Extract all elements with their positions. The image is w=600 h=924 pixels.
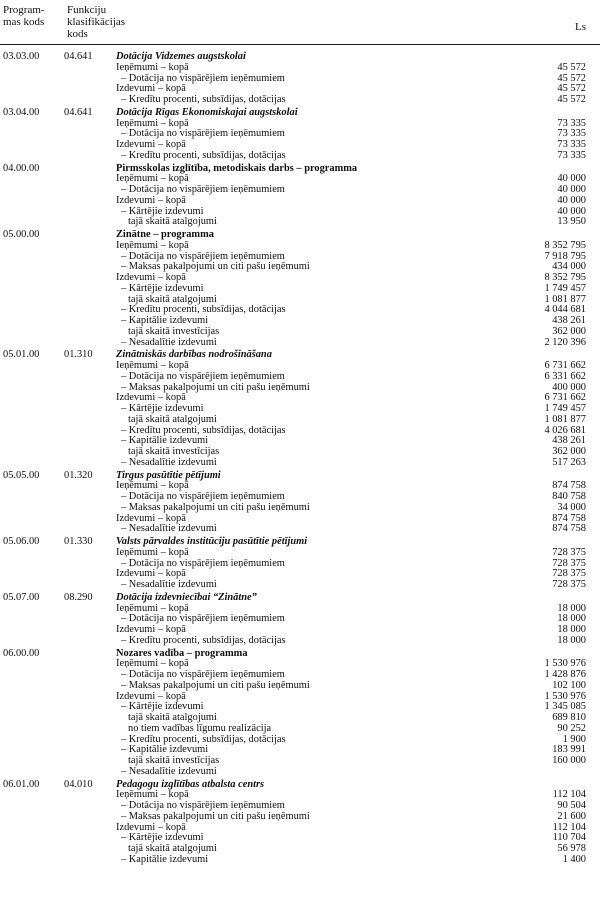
line-item-amount: 6 731 662 [544, 360, 586, 371]
line-item-amount: 73 335 [557, 149, 586, 161]
line-item-label: Izdevumi – kopā [116, 194, 186, 206]
line-item-amount: 34 000 [557, 501, 586, 513]
line-item-row [0, 745, 600, 756]
program-code: 05.05.00 [3, 469, 40, 481]
line-item-row [0, 119, 600, 130]
line-item-row [0, 447, 600, 458]
line-item-label: tajā skaitā atalgojumi [128, 712, 217, 723]
line-item-amount: 102 100 [552, 679, 586, 691]
line-item-amount: 18 000 [557, 624, 586, 635]
line-item-row [0, 426, 600, 437]
line-item-label: – Kārtējie izdevumi [121, 282, 204, 294]
line-item-label: – Kārtējie izdevumi [121, 701, 204, 713]
line-item-label: – Kredītu procenti, subsīdijas, dotācijas [121, 424, 286, 436]
line-item-row [0, 692, 600, 703]
line-item-row [0, 580, 600, 591]
line-item-amount: 434 000 [552, 261, 586, 273]
line-item-label: Ieņēmumi – kopā [116, 360, 189, 371]
line-item-row [0, 415, 600, 426]
line-item-label: – Dotācija no vispārējiem ieņēmumiem [121, 250, 285, 262]
line-item-label: – Nesadalītie izdevumi [121, 456, 217, 468]
line-item-amount: 8 352 795 [544, 272, 586, 283]
line-item-row [0, 559, 600, 570]
line-item-label: – Maksas pakalpojumi un citi pašu ieņēmumi [121, 381, 310, 393]
line-item-row [0, 514, 600, 525]
line-item-amount: 160 000 [552, 755, 586, 766]
section-title: Tirgus pasūtītie pētījumi [116, 469, 221, 481]
line-item-amount: 517 263 [552, 456, 586, 468]
line-item-row [0, 790, 600, 801]
line-item-amount: 874 758 [552, 512, 586, 524]
line-item-row [0, 636, 600, 647]
line-item-row [0, 659, 600, 670]
line-item-amount: 840 758 [552, 491, 586, 502]
line-item-label: Ieņēmumi – kopā [116, 789, 189, 801]
line-item-amount: 112 104 [552, 821, 586, 833]
line-item-label: – Kapitālie izdevumi [121, 744, 209, 756]
line-item-label: – Kārtējie izdevumi [121, 403, 204, 414]
line-item-row [0, 735, 600, 746]
line-item-label: tajā skaitā atalgojumi [128, 216, 217, 228]
section-title-row [0, 108, 600, 119]
line-item-row [0, 338, 600, 349]
line-item-row [0, 481, 600, 492]
line-item-label: – Dotācija no vispārējiem ieņēmumiem [121, 128, 285, 140]
line-item-label: – Kārtējie izdevumi [121, 205, 204, 217]
line-item-row [0, 95, 600, 106]
line-item-label: Ieņēmumi – kopā [116, 173, 189, 185]
line-item-label: – Nesadalītie izdevumi [121, 523, 217, 535]
line-item-amount: 45 572 [557, 94, 586, 105]
line-item-row [0, 284, 600, 295]
line-item-label: Izdevumi – kopā [116, 624, 186, 635]
section-title: Valsts pārvaldes institūciju pasūtītie pētījumi [116, 536, 308, 547]
line-item-amount: 1 081 877 [544, 293, 586, 305]
line-item-amount: 400 000 [552, 381, 586, 393]
line-item-amount: 6 331 662 [544, 370, 586, 382]
section-title-row [0, 164, 600, 175]
line-item-label: – Kapitālie izdevumi [121, 853, 209, 865]
line-item-amount: 110 704 [552, 832, 586, 844]
line-item-label: – Kredītu procenti, subsīdijas, dotācijas [121, 634, 286, 646]
section-title-row [0, 52, 600, 63]
section-title-row [0, 780, 600, 791]
line-item-row [0, 74, 600, 85]
line-item-label: tajā skaitā investīcijas [128, 325, 220, 337]
line-item-label: – Dotācija no vispārējiem ieņēmumiem [121, 613, 285, 625]
line-item-amount: 6 731 662 [544, 392, 586, 404]
function-code: 01.310 [64, 349, 93, 361]
line-item-amount: 18 000 [557, 602, 586, 614]
line-item-amount: 40 000 [557, 173, 586, 185]
line-item-label: Izdevumi – kopā [116, 512, 186, 524]
line-item-label: Izdevumi – kopā [116, 568, 186, 580]
line-item-amount: 2 120 396 [544, 336, 586, 348]
section-title: Dotācija Rīgas Ekonomiskajai augstskolai [116, 106, 298, 118]
line-item-row [0, 383, 600, 394]
line-item-label: Izdevumi – kopā [116, 272, 186, 283]
function-code: 04.641 [64, 106, 93, 118]
line-item-label: Izdevumi – kopā [116, 392, 186, 404]
line-item-label: – Maksas pakalpojumi un citi pašu ieņēmumi [121, 810, 310, 822]
section-title-row [0, 471, 600, 482]
line-item-label: Ieņēmumi – kopā [116, 658, 189, 670]
budget-rows [0, 52, 600, 866]
table-header [0, 2, 600, 40]
line-item-row [0, 196, 600, 207]
line-item-row [0, 404, 600, 415]
line-item-label: Ieņēmumi – kopā [116, 602, 189, 614]
line-item-row [0, 702, 600, 713]
line-item-label: – Kārtējie izdevumi [121, 832, 204, 844]
line-item-amount: 362 000 [552, 446, 586, 457]
program-code: 03.04.00 [3, 106, 40, 118]
section-title-row [0, 230, 600, 241]
line-item-row [0, 823, 600, 834]
line-item-label: – Maksas pakalpojumi un citi pašu ieņēmumi [121, 679, 310, 691]
line-item-label: Ieņēmumi – kopā [116, 239, 189, 251]
line-item-amount: 18 000 [557, 613, 586, 625]
line-item-label: tajā skaitā atalgojumi [128, 413, 217, 425]
line-item-amount: 438 261 [552, 435, 586, 447]
line-item-row [0, 756, 600, 767]
function-code: 01.330 [64, 536, 93, 547]
line-item-amount: 21 600 [557, 810, 586, 822]
section-title-row [0, 593, 600, 604]
line-item-amount: 438 261 [552, 315, 586, 326]
line-item-label: – Nesadalītie izdevumi [121, 336, 217, 348]
section-title-row [0, 350, 600, 361]
line-item-row [0, 569, 600, 580]
line-item-label: – Dotācija no vispārējiem ieņēmumiem [121, 491, 285, 502]
line-item-label: – Dotācija no vispārējiem ieņēmumiem [121, 72, 285, 84]
program-code: 05.06.00 [3, 536, 40, 547]
line-item-label: tajā skaitā investīcijas [128, 755, 220, 766]
line-item-amount: 728 375 [552, 579, 586, 590]
line-item-row [0, 262, 600, 273]
function-code: 01.320 [64, 469, 93, 481]
line-item-amount: 1 530 976 [544, 690, 586, 702]
line-item-label: – Kredītu procenti, subsīdijas, dotācijas [121, 304, 286, 316]
line-item-row [0, 524, 600, 535]
line-item-amount: 73 335 [557, 128, 586, 140]
line-item-row [0, 625, 600, 636]
line-item-amount: 1 749 457 [544, 403, 586, 414]
line-item-row [0, 174, 600, 185]
line-item-row [0, 681, 600, 692]
line-item-row [0, 855, 600, 866]
line-item-label: Ieņēmumi – kopā [116, 480, 189, 492]
line-item-row [0, 548, 600, 559]
line-item-label: tajā skaitā atalgojumi [128, 293, 217, 305]
line-item-label: – Dotācija no vispārējiem ieņēmumiem [121, 370, 285, 382]
line-item-amount: 1 900 [562, 733, 586, 745]
function-code: 08.290 [64, 591, 93, 603]
line-item-label: Ieņēmumi – kopā [116, 546, 189, 558]
function-code: 04.641 [64, 51, 93, 62]
line-item-label: – Kredītu procenti, subsīdijas, dotācijas [121, 94, 286, 105]
line-item-row [0, 316, 600, 327]
line-item-row [0, 84, 600, 95]
line-item-row [0, 185, 600, 196]
line-item-row [0, 604, 600, 615]
line-item-label: – Kapitālie izdevumi [121, 315, 209, 326]
line-item-row [0, 724, 600, 735]
line-item-amount: 40 000 [557, 205, 586, 217]
line-item-row [0, 767, 600, 778]
header-function-code: Funkciju klasifikācijas kods [67, 4, 126, 40]
line-item-amount: 1 345 085 [544, 701, 586, 713]
line-item-row [0, 241, 600, 252]
line-item-amount: 13 950 [557, 216, 586, 228]
section-title: Nozares vadība – programma [116, 647, 248, 659]
line-item-row [0, 436, 600, 447]
line-item-label: Izdevumi – kopā [116, 83, 186, 95]
line-item-label: – Kapitālie izdevumi [121, 435, 209, 447]
line-item-row [0, 713, 600, 724]
line-item-amount: 40 000 [557, 194, 586, 206]
line-item-row [0, 63, 600, 74]
line-item-amount: 1 749 457 [544, 282, 586, 294]
line-item-label: – Dotācija no vispārējiem ieņēmumiem [121, 557, 285, 569]
line-item-amount: 73 335 [557, 117, 586, 129]
line-item-amount: 45 572 [557, 83, 586, 95]
line-item-row [0, 614, 600, 625]
line-item-amount: 183 991 [552, 744, 586, 756]
section-title: Dotācija izdevniecībai “Zinātne” [116, 591, 257, 603]
line-item-label: Ieņēmumi – kopā [116, 61, 189, 73]
line-item-label: no tiem vadības līgumu realizācija [128, 722, 272, 734]
line-item-row [0, 207, 600, 218]
line-item-row [0, 458, 600, 469]
line-item-amount: 4 026 681 [544, 424, 586, 436]
line-item-row [0, 503, 600, 514]
line-item-amount: 112 104 [552, 789, 586, 801]
line-item-amount: 1 400 [562, 853, 586, 865]
line-item-amount: 728 375 [552, 568, 586, 580]
line-item-label: – Dotācija no vispārējiem ieņēmumiem [121, 800, 285, 811]
program-code: 05.07.00 [3, 591, 40, 603]
header-program-code: Program- mas kods [3, 4, 45, 28]
line-item-row [0, 140, 600, 151]
program-code: 05.00.00 [3, 229, 40, 240]
program-code: 05.01.00 [3, 349, 40, 361]
line-item-amount: 73 335 [557, 139, 586, 150]
program-code: 06.00.00 [3, 647, 40, 659]
line-item-row [0, 833, 600, 844]
section-title-row [0, 649, 600, 660]
line-item-amount: 40 000 [557, 184, 586, 195]
line-item-amount: 90 504 [557, 800, 586, 811]
line-item-amount: 874 758 [552, 480, 586, 492]
header-rule [0, 44, 600, 45]
line-item-label: tajā skaitā investīcijas [128, 446, 220, 457]
line-item-row [0, 217, 600, 228]
line-item-row [0, 812, 600, 823]
line-item-row [0, 305, 600, 316]
line-item-label: – Maksas pakalpojumi un citi pašu ieņēmumi [121, 501, 310, 513]
line-item-label: – Kredītu procenti, subsīdijas, dotācijas [121, 733, 286, 745]
program-code: 06.01.00 [3, 778, 40, 790]
line-item-amount: 1 428 876 [544, 669, 586, 680]
line-item-label: – Dotācija no vispārējiem ieņēmumiem [121, 184, 285, 195]
line-item-label: – Dotācija no vispārējiem ieņēmumiem [121, 669, 285, 680]
line-item-label: Ieņēmumi – kopā [116, 117, 189, 129]
line-item-amount: 362 000 [552, 325, 586, 337]
line-item-amount: 7 918 795 [544, 250, 586, 262]
program-code: 04.00.00 [3, 162, 40, 174]
line-item-row [0, 372, 600, 383]
header-currency: Ls [575, 21, 586, 33]
line-item-amount: 56 978 [557, 843, 586, 854]
line-item-label: tajā skaitā atalgojumi [128, 843, 217, 854]
line-item-amount: 874 758 [552, 523, 586, 535]
section-title: Pirmsskolas izglītība, metodiskais darbs – programma [116, 162, 358, 174]
line-item-amount: 1 081 877 [544, 413, 586, 425]
line-item-amount: 728 375 [552, 557, 586, 569]
section-title: Zinātne – programma [116, 229, 214, 240]
line-item-label: Izdevumi – kopā [116, 690, 186, 702]
line-item-row [0, 273, 600, 284]
line-item-label: – Nesadalītie izdevumi [121, 579, 217, 590]
line-item-row [0, 393, 600, 404]
line-item-amount: 1 530 976 [544, 658, 586, 670]
line-item-label: – Nesadalītie izdevumi [121, 765, 217, 777]
line-item-amount: 45 572 [557, 72, 586, 84]
program-code: 03.03.00 [3, 51, 40, 62]
line-item-label: Izdevumi – kopā [116, 821, 186, 833]
line-item-label: – Kredītu procenti, subsīdijas, dotācijas [121, 149, 286, 161]
line-item-amount: 8 352 795 [544, 239, 586, 251]
line-item-label: – Maksas pakalpojumi un citi pašu ieņēmumi [121, 261, 310, 273]
line-item-row [0, 295, 600, 306]
line-item-row [0, 327, 600, 338]
line-item-row [0, 129, 600, 140]
line-item-amount: 45 572 [557, 61, 586, 73]
section-title: Zinātniskās darbības nodrošināšana [116, 349, 272, 361]
line-item-row [0, 844, 600, 855]
line-item-amount: 689 810 [552, 712, 586, 723]
line-item-amount: 18 000 [557, 634, 586, 646]
section-title: Dotācija Vidzemes augstskolai [116, 51, 246, 62]
function-code: 04.010 [64, 778, 93, 790]
section-title: Pedagogu izglītības atbalsta centrs [116, 778, 265, 790]
line-item-amount: 90 252 [557, 722, 586, 734]
line-item-amount: 728 375 [552, 546, 586, 558]
line-item-row [0, 361, 600, 372]
line-item-row [0, 151, 600, 162]
line-item-amount: 4 044 681 [544, 304, 586, 316]
line-item-label: Izdevumi – kopā [116, 139, 186, 150]
section-title-row [0, 537, 600, 548]
